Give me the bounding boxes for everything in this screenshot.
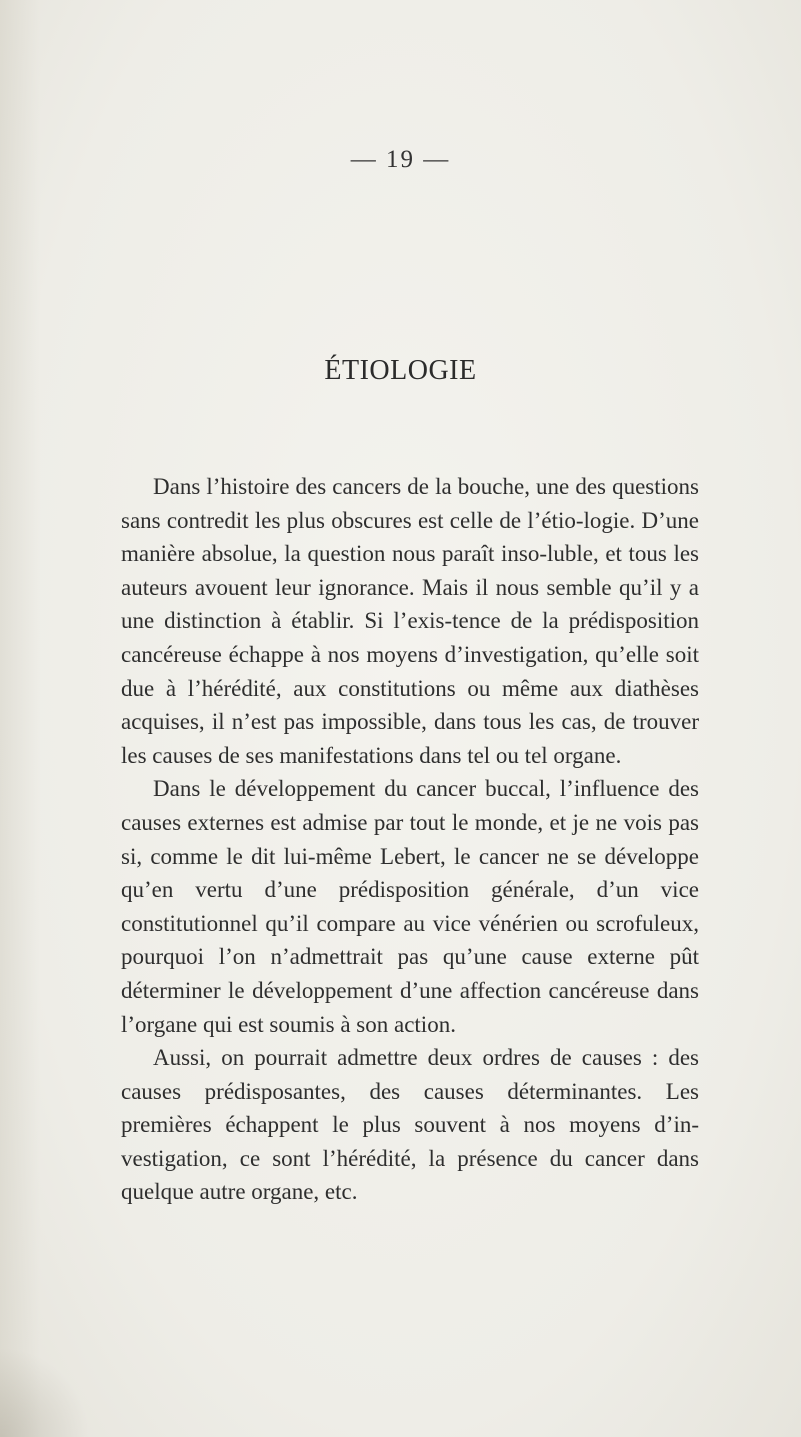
chapter-body	[121, 470, 699, 1209]
paragraph: Dans le développement du cancer buccal, l’influence des causes externes est admise par tout le monde, et je ne vois pas si, comme le dit lui-même Lebert, le cancer ne se développe qu’en vertu d’une prédisposition générale, d’un vice constitutionnel qu’il compare au vice vénérien ou scrofuleux, pourquoi l’on n’admettrait pas qu’une cause externe pût déterminer le développement d’une affection cancéreuse dans l’organe qui est soumis à son action.	[121, 776, 699, 1037]
page-edge-shadow	[0, 0, 40, 1437]
page-number: — 19 —	[350, 146, 451, 173]
page-corner-stain	[0, 1347, 90, 1437]
paragraph: Dans l’histoire des cancers de la bouche, une des questions sans contredit les plus obscures est celle de l’étio-logie. D’une manière absolue, la question nous paraît inso-luble, et tous les auteurs avouent leur ignorance. Mais il nous semble qu’il y a une distinction à établir. Si l’exis-tence de la prédisposition cancéreuse échappe à nos moyens d’investigation, qu’elle soit due à l’hérédité, aux constitutions ou même aux diathèses acquises, il n’est pas impossible, dans tous les cas, de trouver les causes de ses manifestations dans tel ou tel organe.	[121, 474, 699, 768]
chapter-title: ÉTIOLOGIE	[324, 355, 477, 386]
paragraph: Aussi, on pourrait admettre deux ordres de causes : des causes prédisposantes, des causes déterminantes. Les premières échappent le plus souvent à nos moyens d’in-vestigation, ce sont l’hérédité, la présence du cancer dans quelque autre organe, etc.	[121, 1045, 699, 1205]
